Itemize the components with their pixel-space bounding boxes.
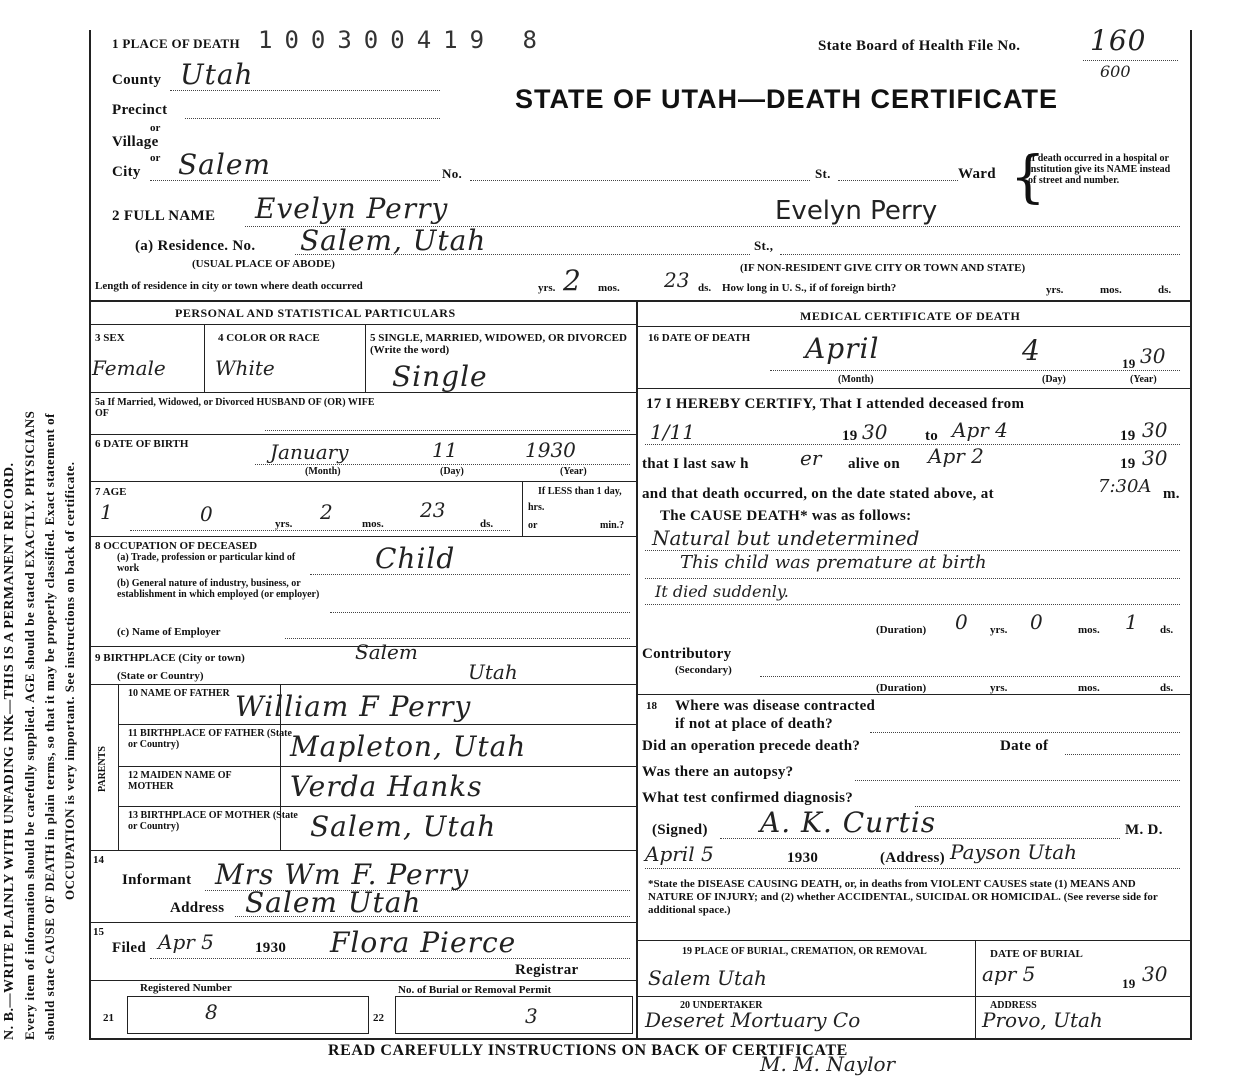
father-birthplace-label: 11 BIRTHPLACE OF FATHER (State or Country) <box>128 728 292 750</box>
duration-mos-label: mos. <box>1078 624 1100 636</box>
last-saw-her: er <box>800 446 822 470</box>
age-yrs: 0 <box>200 502 213 526</box>
alive-year: 30 <box>1142 446 1168 470</box>
md-label: M. D. <box>1125 822 1163 838</box>
age-ds: 23 <box>420 498 446 522</box>
age-ds-label: ds. <box>480 518 494 530</box>
duration-2-mos: mos. <box>1078 682 1100 694</box>
informant-address-label: Address <box>170 900 225 916</box>
occurred-label: and that death occurred, on the date stated above, at <box>642 486 994 502</box>
color-label: 4 COLOR OR RACE <box>218 332 320 344</box>
employer-label: (c) Name of Employer <box>117 626 221 638</box>
residence-value: Salem, Utah <box>300 224 487 257</box>
full-name-printed: Evelyn Perry <box>775 196 938 226</box>
parents-label: PARENTS <box>97 746 108 792</box>
full-name-value: Evelyn Perry <box>255 192 449 225</box>
or-1: or <box>150 122 161 134</box>
secondary-label: (Secondary) <box>675 664 732 676</box>
footer-instructions: READ CAREFULLY INSTRUCTIONS ON BACK OF CERTIFICATE <box>328 1042 848 1059</box>
less-hrs-label: hrs. <box>528 502 545 513</box>
father-name-label: 10 NAME OF FATHER <box>128 688 230 699</box>
occupation-value: Child <box>375 542 456 575</box>
father-birthplace: Mapleton, Utah <box>290 730 527 763</box>
item-15: 15 <box>93 926 104 938</box>
mother-birthplace-label: 13 BIRTHPLACE OF MOTHER (State or Country) <box>128 810 298 832</box>
foreign-mos: mos. <box>1100 284 1122 296</box>
occupation-b-label: (b) General nature of industry, business, or establishment in which employed (or employer) <box>117 578 320 600</box>
age-yrs-label: yrs. <box>275 518 293 530</box>
alive-on-date: Apr 2 <box>928 444 984 468</box>
age-mos-label: mos. <box>362 518 384 530</box>
registered-number: 8 <box>205 1000 218 1024</box>
dob-day: 11 <box>432 438 458 462</box>
attended-to: Apr 4 <box>952 418 1008 442</box>
signed-year: 1930 <box>787 850 819 866</box>
informant-label: Informant <box>122 872 192 888</box>
item-22: 22 <box>373 1012 384 1024</box>
mother-name: Verda Hanks <box>290 770 483 803</box>
attended-to-year: 30 <box>1142 418 1168 442</box>
physician-address: Payson Utah <box>950 840 1078 864</box>
ward-label: Ward <box>958 166 996 182</box>
side-note-4: OCCUPATION is very important. See instructions on back of certificate. <box>62 461 77 900</box>
age-label: 7 AGE <box>95 486 127 498</box>
personal-heading: PERSONAL AND STATISTICAL PARTICULARS <box>175 306 456 320</box>
less-or: or <box>528 520 538 531</box>
contributory-label: Contributory <box>642 646 732 662</box>
dod-year: 30 <box>1140 344 1166 368</box>
side-note-2: Every item of information should be carefully supplied. AGE should be stated EXACTLY. PHYSICIANS <box>22 410 37 1040</box>
undertaker-label: 20 UNDERTAKER <box>680 1000 763 1011</box>
sex-value: Female <box>92 356 166 380</box>
file-no: 160 <box>1090 24 1147 57</box>
dob-day-caption: (Day) <box>440 466 464 477</box>
or-2: or <box>150 152 161 164</box>
duration-label: (Duration) <box>876 624 927 636</box>
duration-ds-label: ds. <box>1160 624 1174 636</box>
signed-date: April 5 <box>645 842 714 866</box>
test-q: What test confirmed diagnosis? <box>642 790 854 806</box>
item-18: 18 <box>646 700 657 712</box>
autopsy-q: Was there an autopsy? <box>642 764 794 780</box>
death-time-m: m. <box>1163 486 1180 502</box>
side-note-3: should state CAUSE OF DEATH in plain terms, so that it may be properly classified. Exact statement of <box>42 413 57 1040</box>
birthplace-city: Salem <box>355 640 418 664</box>
less-than-label: If LESS than 1 day, <box>538 486 622 497</box>
occupation-a-label: (a) Trade, profession or particular kind of work <box>117 552 296 574</box>
duration-ds: 1 <box>1125 610 1138 634</box>
county-label: County <box>112 72 162 88</box>
signed-label: (Signed) <box>652 822 708 838</box>
abode-caption: (USUAL PLACE OF ABODE) <box>192 258 335 270</box>
dod-day: 4 <box>1022 334 1041 367</box>
city-value: Salem <box>178 148 271 181</box>
side-note-1: N. B.—WRITE PLAINLY WITH UNFADING INK—THIS IS A PERMANENT RECORD. <box>2 462 17 1040</box>
nonresident-caption: (IF NON-RESIDENT GIVE CITY OR TOWN AND STATE) <box>740 262 1026 274</box>
burial-date: apr 5 <box>982 962 1036 986</box>
filed-label: Filed <box>112 940 146 956</box>
undertaker-address-label: ADDRESS <box>990 1000 1037 1011</box>
cause-intro: The CAUSE DEATH* was as follows: <box>660 508 912 524</box>
hospital-note: If death occurred in a hospital or institution give its NAME instead of street and number. <box>1028 153 1171 186</box>
full-name-label: 2 FULL NAME <box>112 208 216 224</box>
physician-address-label: (Address) <box>880 850 945 866</box>
less-min-label: min.? <box>600 520 625 531</box>
registrar-label: Registrar <box>515 962 579 978</box>
registrar-name: Flora Pierce <box>330 926 517 959</box>
burial-permit-label: No. of Burial or Removal Permit <box>398 984 552 996</box>
residence-st-label: St., <box>754 238 774 253</box>
item-21: 21 <box>103 1012 114 1024</box>
undertaker-address: Provo, Utah <box>982 1008 1103 1032</box>
dob-year: 1930 <box>525 438 576 462</box>
dob-year-caption: (Year) <box>560 466 587 477</box>
burial-permit-box <box>395 996 633 1034</box>
informant-address: Salem Utah <box>245 886 422 919</box>
page-title: STATE OF UTAH—DEATH CERTIFICATE <box>515 84 1058 114</box>
undertaker-name: Deseret Mortuary Co <box>645 1008 861 1032</box>
length-mos-label: mos. <box>598 282 620 294</box>
file-no-sub: 600 <box>1100 62 1131 81</box>
dod-year-prefix: 19 <box>1122 356 1136 371</box>
attended-from-year: 30 <box>862 420 888 444</box>
dob-month: January <box>270 440 349 464</box>
duration-yrs-label: yrs. <box>990 624 1008 636</box>
county-value: Utah <box>180 58 254 91</box>
birthplace-label: 9 BIRTHPLACE (City or town) <box>95 652 245 664</box>
mother-name-label: 12 MAIDEN NAME OF MOTHER <box>128 770 232 792</box>
length-ds-label: ds. <box>698 282 712 294</box>
foreign-ds: ds. <box>1158 284 1172 296</box>
alive-on-label: alive on <box>848 456 900 472</box>
burial-permit-number: 3 <box>525 1004 538 1028</box>
section-divider <box>89 300 1190 302</box>
dod-month: April <box>805 332 880 365</box>
medical-heading: MEDICAL CERTIFICATE OF DEATH <box>800 309 1021 323</box>
residence-label: (a) Residence. No. <box>135 238 256 254</box>
dod-month-caption: (Month) <box>838 374 874 385</box>
duration-2-label: (Duration) <box>876 682 927 694</box>
st-label: St. <box>815 166 831 181</box>
no-label: No. <box>442 166 463 181</box>
spouse-label: 5a If Married, Widowed, or Divorced HUSBAND OF (OR) WIFE OF <box>95 397 375 419</box>
left-border <box>89 30 91 1040</box>
disease-contracted-q: Where was disease contracted <box>675 698 876 714</box>
duration-2-ds: ds. <box>1160 682 1174 694</box>
attended-from-year-prefix: 19 <box>842 428 858 444</box>
death-time: 7:30A <box>1098 476 1152 497</box>
to-label: to <box>925 428 939 444</box>
cause-footnote: *State the DISEASE CAUSING DEATH, or, in deaths from VIOLENT CAUSES state (1) MEANS AND NATURE OF INJURY; and (2) whether ACCIDENTAL, SUICIDAL OR HOMICIDAL. (See reverse side for additional space.) <box>648 878 1158 916</box>
operation-q: Did an operation precede death? <box>642 738 861 754</box>
burial-place: Salem Utah <box>648 966 767 990</box>
duration-2-yrs: yrs. <box>990 682 1008 694</box>
registered-number-label: Registered Number <box>140 982 232 994</box>
burial-year: 30 <box>1142 962 1168 986</box>
duration-mos: 0 <box>1030 610 1043 634</box>
physician-signature: A. K. Curtis <box>760 806 937 839</box>
length-ds: 23 <box>664 268 690 292</box>
dob-month-caption: (Month) <box>305 466 341 477</box>
father-name: William F Perry <box>235 690 472 723</box>
filed-date: Apr 5 <box>158 930 214 954</box>
dod-label: 16 DATE OF DEATH <box>648 332 751 344</box>
footer-signature: M. M. Naylor <box>760 1052 896 1076</box>
cause-line-3: It died suddenly. <box>655 582 789 601</box>
center-divider <box>636 300 638 1038</box>
date-of-label: Date of <box>1000 738 1049 754</box>
registered-number-box <box>127 996 369 1034</box>
birthplace-state-label: (State or Country) <box>117 670 204 682</box>
marital-value: Single <box>392 360 488 393</box>
length-residence-label: Length of residence in city or town where death occurred <box>95 280 363 292</box>
informant-value: Mrs Wm F. Perry <box>215 858 470 891</box>
foreign-label: How long in U. S., if of foreign birth? <box>722 282 897 294</box>
dob-label: 6 DATE OF BIRTH <box>95 438 189 450</box>
occupation-label: 8 OCCUPATION OF DECEASED <box>95 540 258 552</box>
cause-line-2: This child was premature at birth <box>680 552 987 573</box>
certify-text: 17 I HEREBY CERTIFY, That I attended deceased from <box>646 396 1025 412</box>
burial-year-prefix: 19 <box>1122 976 1136 991</box>
foreign-yrs: yrs. <box>1046 284 1064 296</box>
city-label: City <box>112 164 141 180</box>
item-14: 14 <box>93 854 104 866</box>
bottom-border <box>89 1038 1190 1040</box>
filed-year: 1930 <box>255 940 287 956</box>
village-label: Village <box>112 134 159 150</box>
right-border <box>1190 30 1192 1040</box>
dod-day-caption: (Day) <box>1042 374 1066 385</box>
attended-from: 1/11 <box>650 420 695 444</box>
precinct-label: Precinct <box>112 102 168 118</box>
age-mark: 1 <box>100 500 113 524</box>
sex-label: 3 SEX <box>95 332 125 344</box>
place-of-death-label: 1 PLACE OF DEATH <box>112 36 240 51</box>
length-yrs-label: yrs. <box>538 282 556 294</box>
color-value: White <box>215 356 275 380</box>
birthplace-state: Utah <box>468 660 518 684</box>
file-no-label: State Board of Health File No. <box>818 38 1021 54</box>
length-yrs: 2 <box>563 264 582 297</box>
last-saw-label: that I last saw h <box>642 456 749 472</box>
duration-yrs: 0 <box>955 610 968 634</box>
mother-birthplace: Salem, Utah <box>310 810 497 843</box>
alive-year-prefix: 19 <box>1120 456 1136 472</box>
marital-label: 5 SINGLE, MARRIED, WIDOWED, OR DIVORCED (Write the word) <box>370 332 627 356</box>
attended-to-year-prefix: 19 <box>1120 428 1136 444</box>
stamp-number: 100300419 8 <box>258 26 549 54</box>
disease-contracted-q2: if not at place of death? <box>675 716 833 732</box>
burial-date-label: DATE OF BURIAL <box>990 948 1083 960</box>
cause-line-1: Natural but undetermined <box>652 526 920 550</box>
dod-year-caption: (Year) <box>1130 374 1157 385</box>
burial-place-label: 19 PLACE OF BURIAL, CREMATION, OR REMOVAL <box>682 946 927 957</box>
age-mos: 2 <box>320 500 333 524</box>
